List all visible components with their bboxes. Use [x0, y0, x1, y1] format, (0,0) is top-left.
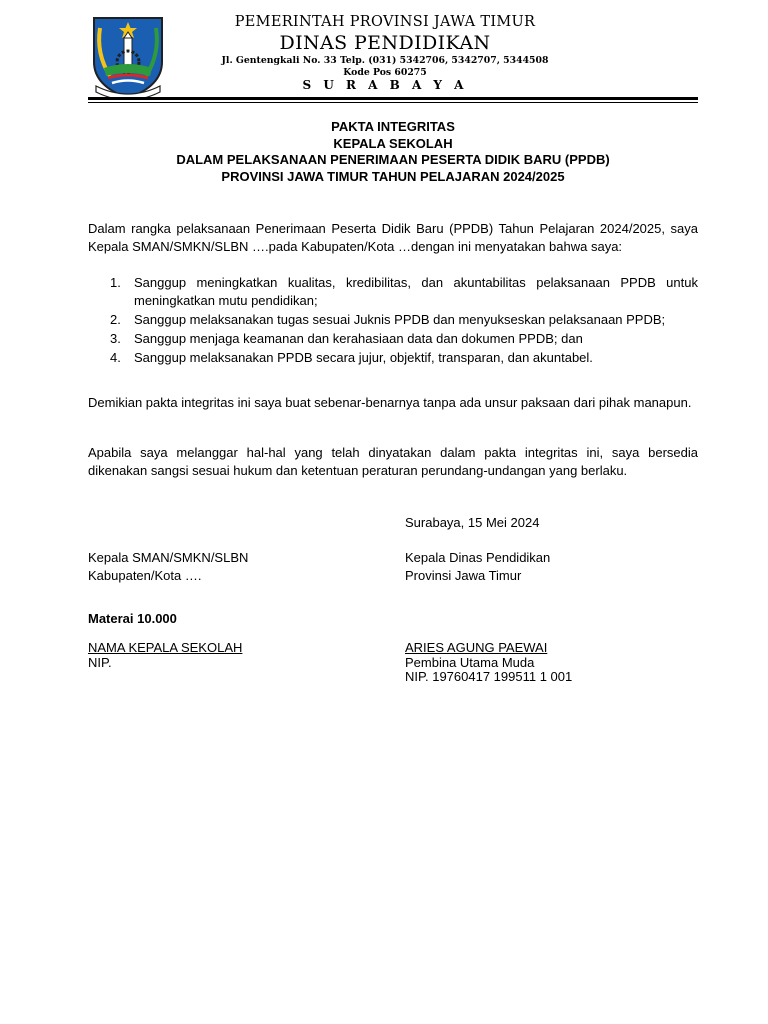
list-item-number: 2. [110, 312, 121, 327]
letterhead-rule-thin [88, 102, 698, 103]
letterhead-agency: DINAS PENDIDIKAN [279, 32, 491, 54]
letterhead-rule-thick [88, 97, 698, 100]
east-java-emblem-logo [90, 14, 166, 100]
list-item [88, 349, 698, 367]
list-item [88, 311, 698, 329]
list-item-text: Sanggup menjaga keamanan dan kerahasiaan data dan dokumen PPDB; dan [134, 331, 583, 346]
head-of-agency-name: ARIES AGUNG PAEWAI [405, 640, 548, 655]
signature-place-date: Surabaya, 15 Mei 2024 [405, 515, 540, 530]
list-item-text: Sanggup melaksanakan tugas sesuai Juknis PPDB dan menyukseskan pelaksanaan PPDB; [134, 312, 666, 327]
document-title [88, 119, 698, 185]
principal-name: NAMA KEPALA SEKOLAH [88, 640, 243, 655]
letterhead-city: S U R A B A Y A [302, 78, 468, 92]
list-item-text: Sanggup melaksanakan PPDB secara jujur, objektif, transparan, dan akuntabel. [134, 350, 593, 365]
list-item-number: 1. [110, 275, 121, 290]
list-item [88, 274, 698, 310]
closing-paragraph: Demikian pakta integritas ini saya buat sebenar-benarnya tanpa ada unsur paksaan dari pihak manapun. [88, 395, 692, 410]
letterhead-address: Jl. Gentengkali No. 33 Telp. (031) 5342706, 5342707, 5344508 [221, 55, 549, 66]
list-item-number: 4. [110, 350, 121, 365]
intro-paragraph: Dalam rangka pelaksanaan Penerimaan Peserta Didik Baru (PPDB) Tahun Pelajaran 2024/2025, saya Kepala SMAN/SMKN/SLBN ….pada Kabupaten/Kota …dengan ini menyatakan bahwa saya: [88, 221, 698, 254]
head-of-agency-nip: NIP. 19760417 199511 1 001 [405, 669, 573, 684]
title-line-1: PAKTA INTEGRITAS [331, 119, 455, 134]
commitment-list [88, 274, 698, 368]
principal-title: Kepala SMAN/SMKN/SLBN [88, 550, 249, 565]
list-item [88, 330, 698, 348]
letterhead-government: PEMERINTAH PROVINSI JAWA TIMUR [234, 14, 536, 30]
list-item-text: Sanggup meningkatkan kualitas, kredibilitas, dan akuntabilitas pelaksanaan PPDB untuk meningkatkan mutu pendidikan; [134, 275, 698, 308]
head-of-agency-title: Kepala Dinas Pendidikan [405, 550, 551, 565]
letterhead-postal-code: Kode Pos 60275 [343, 67, 427, 78]
list-item-number: 3. [110, 331, 121, 346]
head-of-agency-rank: Pembina Utama Muda [405, 655, 535, 670]
head-of-agency-region: Provinsi Jawa Timur [405, 568, 522, 583]
stamp-duty-label: Materai 10.000 [88, 611, 177, 626]
principal-region: Kabupaten/Kota …. [88, 568, 202, 583]
sanction-paragraph: Apabila saya melanggar hal-hal yang telah dinyatakan dalam pakta integritas ini, saya bersedia dikenakan sangsi sesuai hukum dan ketentuan peraturan perundang-undangan yang berlaku. [88, 445, 698, 478]
title-line-3: DALAM PELAKSANAAN PENERIMAAN PESERTA DIDIK BARU (PPDB) [176, 152, 610, 167]
title-line-4: PROVINSI JAWA TIMUR TAHUN PELAJARAN 2024/2025 [221, 168, 565, 184]
principal-nip: NIP. [88, 655, 112, 670]
title-line-2: KEPALA SEKOLAH [333, 135, 453, 151]
